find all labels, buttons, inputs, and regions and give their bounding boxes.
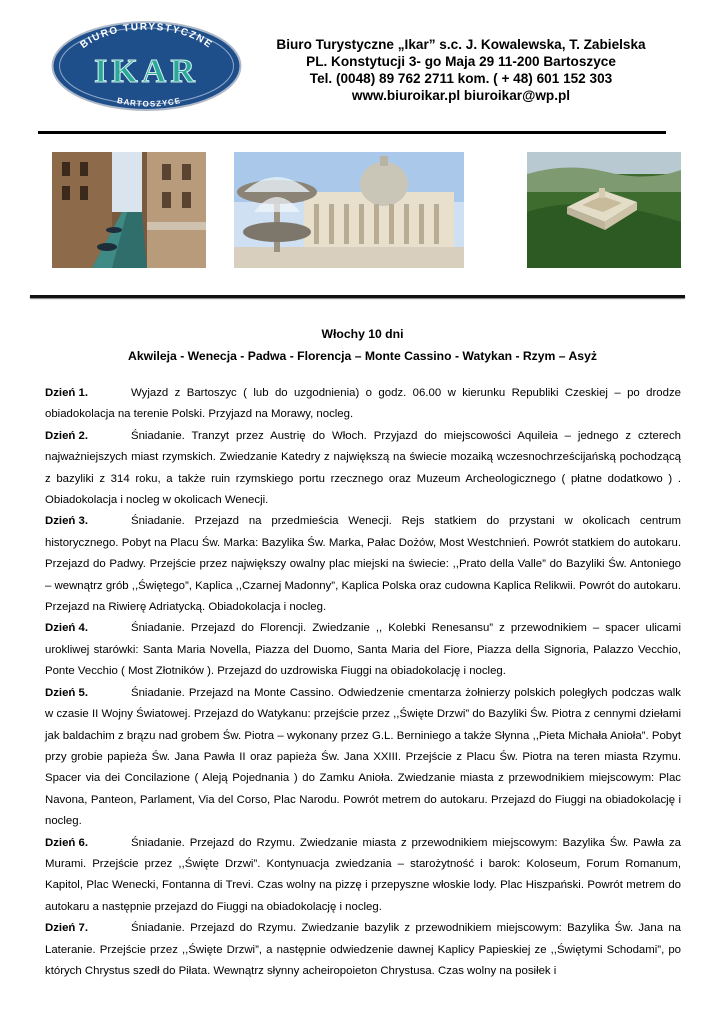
monte-cassino-abbey-photo-icon: [527, 152, 681, 268]
day-label: Dzień 1.: [45, 387, 89, 399]
logo-name: IKAR: [94, 53, 199, 90]
company-phone: Tel. (0048) 89 762 2711 kom. ( + 48) 601 152 303: [309, 71, 613, 86]
day-label: Dzień 4.: [45, 622, 89, 635]
day-text: Śniadanie. Przejazd do Rzymu. Zwiedzanie bazylik z przewodnikiem miejscowym: Bazylika Św. Jana na Lateranie. Przejście przez ,,Święte Drzwi”, a następnie odwiedzenie dawnej Kaplicy Papieskiej ze ,,Świętymi Schodami”, po których Chrystus szedł do Piłata. Wewnątrz słynny acheiropoieton Chrystusa. Czas wolny na posiłek i: [45, 922, 681, 977]
itinerary-day: [45, 918, 681, 982]
trip-title: Włochy 10 dni: [321, 327, 404, 341]
day-text: Śniadanie. Przejazd na przedmieścia Wenecji. Rejs statkiem do przystani w okolicach centrum historycznego. Pobyt na Placu Św. Marka: Bazylika Św. Marka, Pałac Dożów, Most Westchnień. Powrót statkiem do autokaru. Przejazd do Padwy. Przejście przez największy owalny plac miejski na świecie: ,,Prato della Valle” do Bazyliki Św. Antoniego – wewnątrz grób ,,Świętego”, Kaplica ,,Czarnej Madonny”, Kaplica Polska oraz cudowna Kaplica Relikwii. Powrót do autokaru. Przejazd na Riwierę Adriatycką. Obiadokolacja i nocleg.: [45, 515, 681, 614]
venice-canal-photo-icon: [52, 152, 206, 268]
day-label: Dzień 6.: [45, 836, 89, 849]
itinerary-day: [45, 618, 681, 682]
itinerary-day: [45, 426, 681, 512]
itinerary: [45, 383, 681, 982]
day-text: Wyjazd z Bartoszyc ( lub do uzgodnienia) o godz. 06.00 w kierunku Republiki Czeskiej – po drodze obiadokolacja na terenie Polski. Przyjazd na Morawy, nocleg.: [45, 387, 681, 421]
day-text: Śniadanie. Przejazd do Florencji. Zwiedzanie ,, Kolebki Renesansu” z przewodnikiem – spacer ulicami urokliwej starówki: Santa Maria Novella, Piazza del Duomo, Santa Maria del Fiore, Piazza della Signoria, Palazzo Vecchio, Ponte Vecchio ( Most Złotników ). Przejazd do uzdrowiska Fiuggi na obiadokolację i nocleg.: [45, 622, 681, 678]
logo-city: BARTOSZYCE: [116, 95, 182, 109]
company-address: PL. Konstytucji 3- go Maja 29 11-200 Bartoszyce: [306, 54, 616, 69]
logo-arc-text: BIURO TURYSTYCZNE: [78, 21, 215, 51]
company-logo: [50, 20, 243, 112]
company-header: [256, 36, 666, 104]
itinerary-day: [45, 833, 681, 919]
day-text: Śniadanie. Przejazd na Monte Cassino. Odwiedzenie cmentarza żołnierzy polskich poległych podczas walk w czasie II Wojny Światowej. Przejazd do Watykanu: przejście przez ,,Święte Drzwi” do Bazyliki Św. Piotra z cennymi dziełami jak baldachim z brązu nad grobem Św. Piotra – wykonany przez G.L. Berniniego a także Słynna ,,Pieta Michała Anioła”. Pobyt przy grobie papieża Św. Jana Pawła II oraz papieża Św. Jana XXIII. Przejście z Placu Św. Piotra na teren miasta Rzymu. Spacer via dei Concilazione ( Aleją Pojednania ) do Zamku Anioła. Zwiedzanie miasta z przewodnikiem miejscowym: Plac Navona, Panteon, Parlament, Via del Corso, Plac Narodu. Powrót metrem do autokaru. Przejazd do Fiuggi na obiadokolację i nocleg.: [45, 686, 681, 828]
day-label: Dzień 7.: [45, 922, 89, 935]
day-label: Dzień 5.: [45, 686, 89, 699]
photos-divider: [30, 295, 685, 298]
vatican-square-photo-icon: [234, 152, 464, 268]
day-text: Śniadanie. Przejazd do Rzymu. Zwiedzanie miasta z przewodnikiem miejscowym: Bazylika Św. Pawła za Murami. Przejście przez ,,Święte Drzwi”. Kontynuacja zwiedzania – starożytność i barok: Koloseum, Forum Romanum, Kapitol, Plac Wenecki, Fontanna di Trevi. Czas wolny na pizzę i przepyszne włoskie lody. Plac Hiszpański. Powrót metrem do autokaru a następnie przejazd do Fiuggi na obiadokolację i nocleg.: [45, 836, 681, 913]
day-text: Śniadanie. Tranzyt przez Austrię do Włoch. Przyjazd do miejscowości Aquileia – jednego z czterech najważniejszych miast rzymskich. Zwiedzanie Katedry z największą na świecie mozaiką wczesnochrześcijańską pochodzącą z bazyliki z 314 roku, a także ruin rzymskiego portu rzecznego oraz Muzeum Archeologicznego ( płatne dodatkowo ) . Obiadokolacja i nocleg w okolicach Wenecji.: [45, 429, 681, 507]
itinerary-day: [45, 383, 681, 426]
company-web-email: www.biuroikar.pl biuroikar@wp.pl: [351, 88, 571, 103]
itinerary-day: [45, 511, 681, 618]
itinerary-day: [45, 683, 681, 833]
company-name: Biuro Turystyczne „Ikar” s.c. J. Kowalewska, T. Zabielska: [276, 37, 646, 52]
day-label: Dzień 2.: [45, 429, 89, 442]
trip-route: Akwileja - Wenecja - Padwa - Florencja – Monte Cassino - Watykan - Rzym – Asyż: [128, 349, 597, 363]
day-label: Dzień 3.: [45, 515, 89, 528]
header-divider: [38, 131, 666, 134]
